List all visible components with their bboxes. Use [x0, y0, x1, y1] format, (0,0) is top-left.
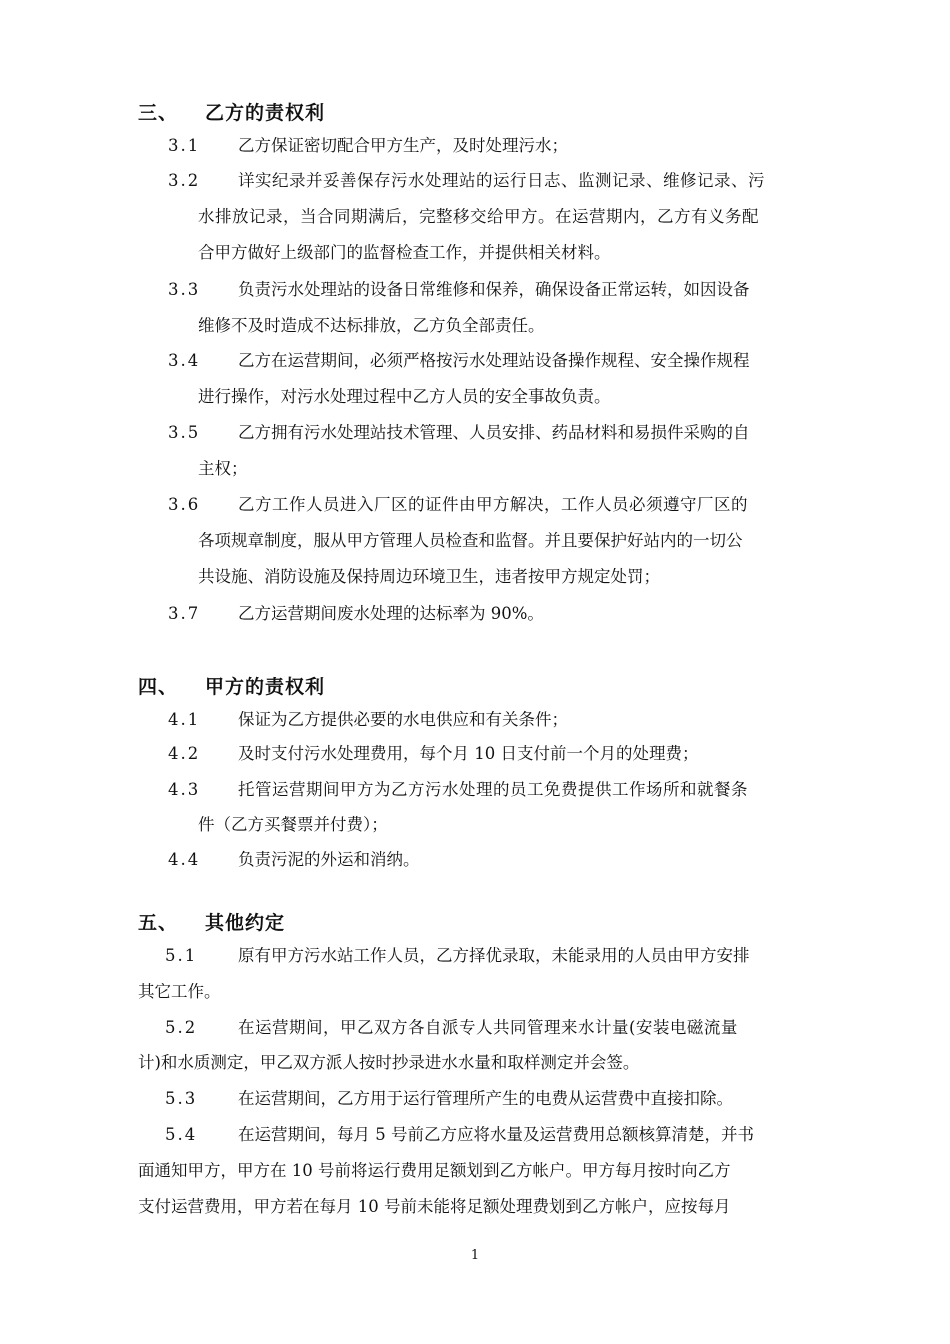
- clause-number: 5.2: [165, 1018, 198, 1037]
- clause-line: 面通知甲方，甲方在 10 号前将运行费用足额划到乙方帐户。甲方每月按时向乙方: [138, 1161, 731, 1180]
- clause-line: 件（乙方买餐票并付费）；: [198, 815, 388, 834]
- clause-line: 负责污泥的外运和消纳。: [238, 850, 420, 869]
- clause-line: 水排放记录，当合同期满后，完整移交给甲方。在运营期内，乙方有义务配: [198, 207, 759, 226]
- clause-line: 乙方在运营期间，必须严格按污水处理站设备操作规程、安全操作规程: [238, 351, 750, 370]
- clause-line: 合甲方做好上级部门的监督检查工作，并提供相关材料。: [198, 243, 611, 262]
- clause-line: 乙方运营期间废水处理的达标率为 90%。: [238, 604, 544, 623]
- clause-number: 4.4: [168, 850, 201, 869]
- clause-number: 4.3: [168, 780, 201, 799]
- clause-number: 4.2: [168, 744, 201, 763]
- clause-number: 3.7: [168, 604, 201, 623]
- clause-number: 4.1: [168, 710, 201, 729]
- section-heading-3: [138, 98, 325, 125]
- section-title: 其他约定: [205, 912, 286, 934]
- clause-number: 5.4: [165, 1125, 198, 1144]
- clause-number: 3.2: [168, 171, 201, 190]
- section-title: 甲方的责权利: [205, 676, 326, 698]
- clause-line: 负责污水处理站的设备日常维修和保养，确保设备正常运转，如因设备: [238, 280, 750, 299]
- clause-line: 其它工作。: [138, 982, 221, 1001]
- clause-line: 计)和水质测定，甲乙双方派人按时抄录进水水量和取样测定并会签。: [138, 1053, 640, 1072]
- section-title: 乙方的责权利: [205, 102, 326, 124]
- clause-line: 托管运营期间甲方为乙方污水处理的员工免费提供工作场所和就餐条: [238, 780, 748, 799]
- section-number: 五、: [138, 912, 179, 934]
- clause-line: 保证为乙方提供必要的水电供应和有关条件；: [238, 710, 568, 729]
- section-number: 三、: [138, 102, 179, 124]
- clause-line: 在运营期间，甲乙双方各自派专人共同管理来水计量(安装电磁流量: [238, 1018, 738, 1037]
- clause-line: 在运营期间，每月 5 号前乙方应将水量及运营费用总额核算清楚，并书: [238, 1125, 754, 1144]
- clause-number: 3.1: [168, 136, 201, 155]
- clause-line: 支付运营费用，甲方若在每月 10 号前未能将足额处理费划到乙方帐户，应按每月: [138, 1197, 731, 1216]
- section-number: 四、: [138, 676, 179, 698]
- clause-line: 及时支付污水处理费用，每个月 10 日支付前一个月的处理费；: [238, 744, 699, 763]
- clause-line: 乙方拥有污水处理站技术管理、人员安排、药品材料和易损件采购的自: [238, 423, 750, 442]
- clause-line: 在运营期间，乙方用于运行管理所产生的电费从运营费中直接扣除。: [238, 1089, 733, 1108]
- clause-number: 5.3: [165, 1089, 198, 1108]
- clause-number: 5.1: [165, 946, 198, 965]
- clause-line: 详实纪录并妥善保存污水处理站的运行日志、监测记录、维修记录、污: [238, 171, 765, 190]
- clause-line: 乙方保证密切配合甲方生产，及时处理污水；: [238, 136, 568, 155]
- clause-number: 3.5: [168, 423, 201, 442]
- clause-line: 主权；: [198, 459, 248, 478]
- clause-line: 各项规章制度，服从甲方管理人员检查和监督。并且要保护好站内的一切公: [198, 531, 743, 550]
- clause-line: 共设施、消防设施及保持周边环境卫生，违者按甲方规定处罚；: [198, 567, 660, 586]
- clause-line: 维修不及时造成不达标排放，乙方负全部责任。: [198, 316, 545, 335]
- clause-number: 3.6: [168, 495, 201, 514]
- section-heading-5: [138, 908, 285, 935]
- clause-number: 3.3: [168, 280, 201, 299]
- page-number: 1: [470, 1248, 480, 1263]
- clause-line: 进行操作，对污水处理过程中乙方人员的安全事故负责。: [198, 387, 611, 406]
- clause-number: 3.4: [168, 351, 201, 370]
- section-heading-4: [138, 672, 325, 699]
- clause-line: 乙方工作人员进入厂区的证件由甲方解决，工作人员必须遵守厂区的: [238, 495, 748, 514]
- clause-line: 原有甲方污水站工作人员，乙方择优录取，未能录用的人员由甲方安排: [238, 946, 750, 965]
